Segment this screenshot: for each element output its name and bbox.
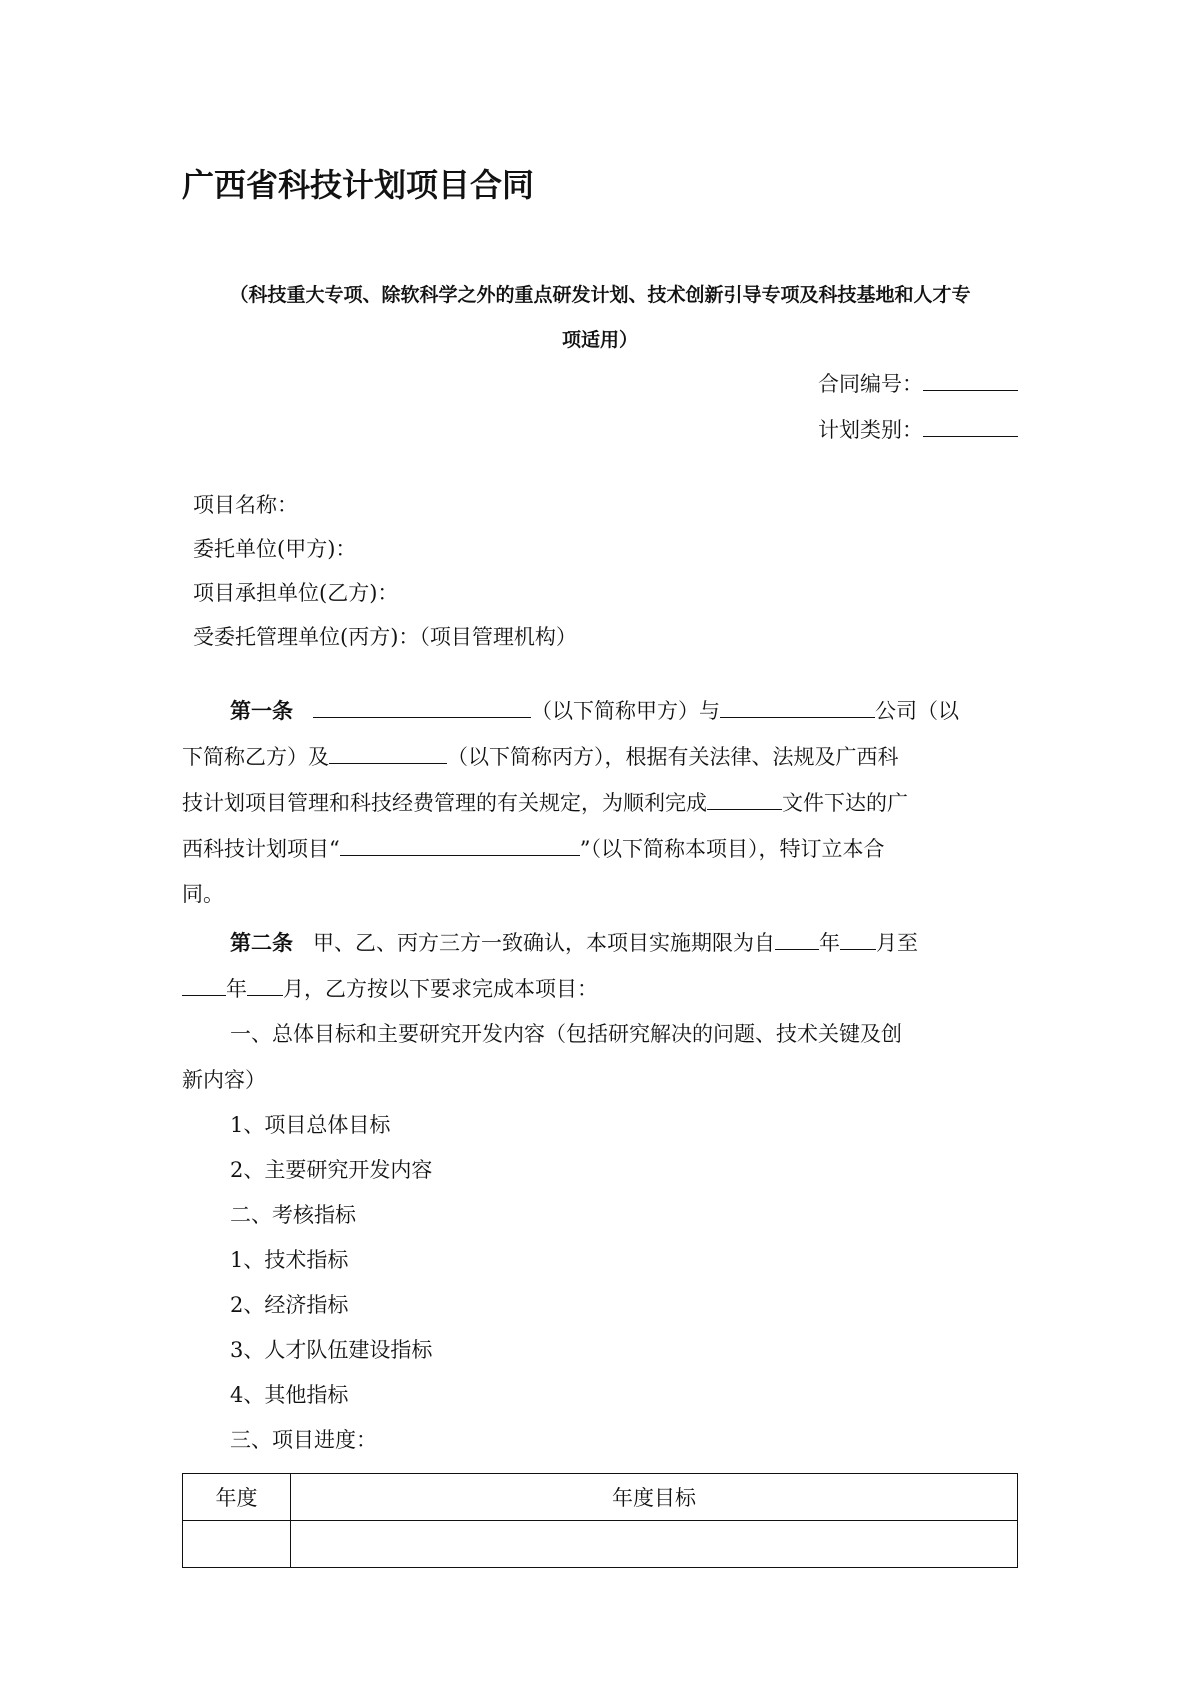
article1-text: （以下简称丙方），根据有关法律、法规及广西科 xyxy=(447,745,899,769)
article1-text: 下简称乙方）及 xyxy=(182,745,329,769)
field-manager-party-c xyxy=(193,622,577,652)
article2-line1 xyxy=(182,927,1018,958)
article1-line4 xyxy=(182,833,1018,864)
company-blank[interactable] xyxy=(720,695,875,718)
project-name-blank[interactable] xyxy=(340,833,580,856)
start-month-blank[interactable] xyxy=(840,927,876,950)
table-cell-annual-goal[interactable] xyxy=(291,1521,1018,1568)
start-year-blank[interactable] xyxy=(775,927,819,950)
field-client-party-a xyxy=(193,534,356,564)
article1-text: 公司（以 xyxy=(875,699,959,723)
field-label: 委托单位(甲方)： xyxy=(193,537,357,561)
table-row xyxy=(183,1521,1018,1568)
article1-line1 xyxy=(182,695,1018,726)
plan-category-label: 计划类别： xyxy=(818,418,923,442)
field-project-name xyxy=(193,490,298,520)
article1-text: 文件下达的广 xyxy=(782,791,908,815)
field-label: 项目承担单位(乙方)： xyxy=(193,581,399,605)
section-heading-1-cont: 新内容） xyxy=(182,1068,266,1092)
article2-heading: 第二条 xyxy=(230,931,293,955)
document-subtitle-line2: 项适用） xyxy=(561,329,638,351)
progress-table xyxy=(182,1473,1018,1568)
article1-line5 xyxy=(182,879,1018,909)
section-item: 4、其他指标 xyxy=(230,1383,349,1407)
field-label: 项目名称： xyxy=(193,493,298,517)
table-header-annual-goal: 年度目标 xyxy=(291,1474,1018,1521)
article2-line2 xyxy=(182,973,1018,1004)
party-c-blank[interactable] xyxy=(329,741,447,764)
article1-text: 西科技计划项目“ xyxy=(182,837,340,861)
article1-heading: 第一条 xyxy=(230,699,293,723)
article2-text: 月，乙方按以下要求完成本项目： xyxy=(283,977,598,1001)
section-item: 3、人才队伍建设指标 xyxy=(230,1338,433,1362)
article2-text: 月至 xyxy=(876,931,918,955)
article1-text: （以下简称甲方）与 xyxy=(531,699,720,723)
article2-text: 年 xyxy=(226,977,247,1001)
end-month-blank[interactable] xyxy=(247,973,283,996)
document-number-blank[interactable] xyxy=(707,787,782,810)
contract-number-blank[interactable] xyxy=(923,368,1018,391)
section-item: 1、技术指标 xyxy=(230,1248,349,1272)
plan-category-field xyxy=(818,414,1018,445)
section-heading-1: 一、总体目标和主要研究开发内容（包括研究解决的问题、技术关键及创 xyxy=(230,1022,902,1046)
article1-line2 xyxy=(182,741,1018,772)
table-header-row xyxy=(183,1474,1018,1521)
article1-line3 xyxy=(182,787,1018,818)
article2-text: 年 xyxy=(819,931,840,955)
contract-number-label: 合同编号： xyxy=(818,372,923,396)
party-a-blank[interactable] xyxy=(313,695,531,718)
article2-text: 甲、乙、丙方三方一致确认，本项目实施期限为自 xyxy=(313,931,775,955)
article1-text: 技计划项目管理和科技经费管理的有关规定，为顺利完成 xyxy=(182,791,707,815)
contract-number-field xyxy=(818,368,1018,399)
table-header-year: 年度 xyxy=(183,1474,291,1521)
field-label: 受委托管理单位(丙方)： xyxy=(193,625,420,649)
document-subtitle-line1: （科技重大专项、除软科学之外的重点研发计划、技术创新引导专项及科技基地和人才专 xyxy=(229,284,971,306)
field-value: （项目管理机构） xyxy=(419,625,577,649)
section-item: 1、项目总体目标 xyxy=(230,1113,391,1137)
section-item: 2、主要研究开发内容 xyxy=(230,1158,433,1182)
table-cell-year[interactable] xyxy=(183,1521,291,1568)
section-heading-3: 三、项目进度： xyxy=(230,1428,377,1452)
field-undertaker-party-b xyxy=(193,578,398,608)
plan-category-blank[interactable] xyxy=(923,414,1018,437)
section-item: 2、经济指标 xyxy=(230,1293,349,1317)
document-title: 广西省科技计划项目合同 xyxy=(182,166,535,204)
section-heading-2: 二、考核指标 xyxy=(230,1203,356,1227)
article1-text: 同。 xyxy=(182,882,224,906)
article1-text: ”（以下简称本项目），特订立本合 xyxy=(579,837,885,861)
end-year-blank[interactable] xyxy=(182,973,226,996)
